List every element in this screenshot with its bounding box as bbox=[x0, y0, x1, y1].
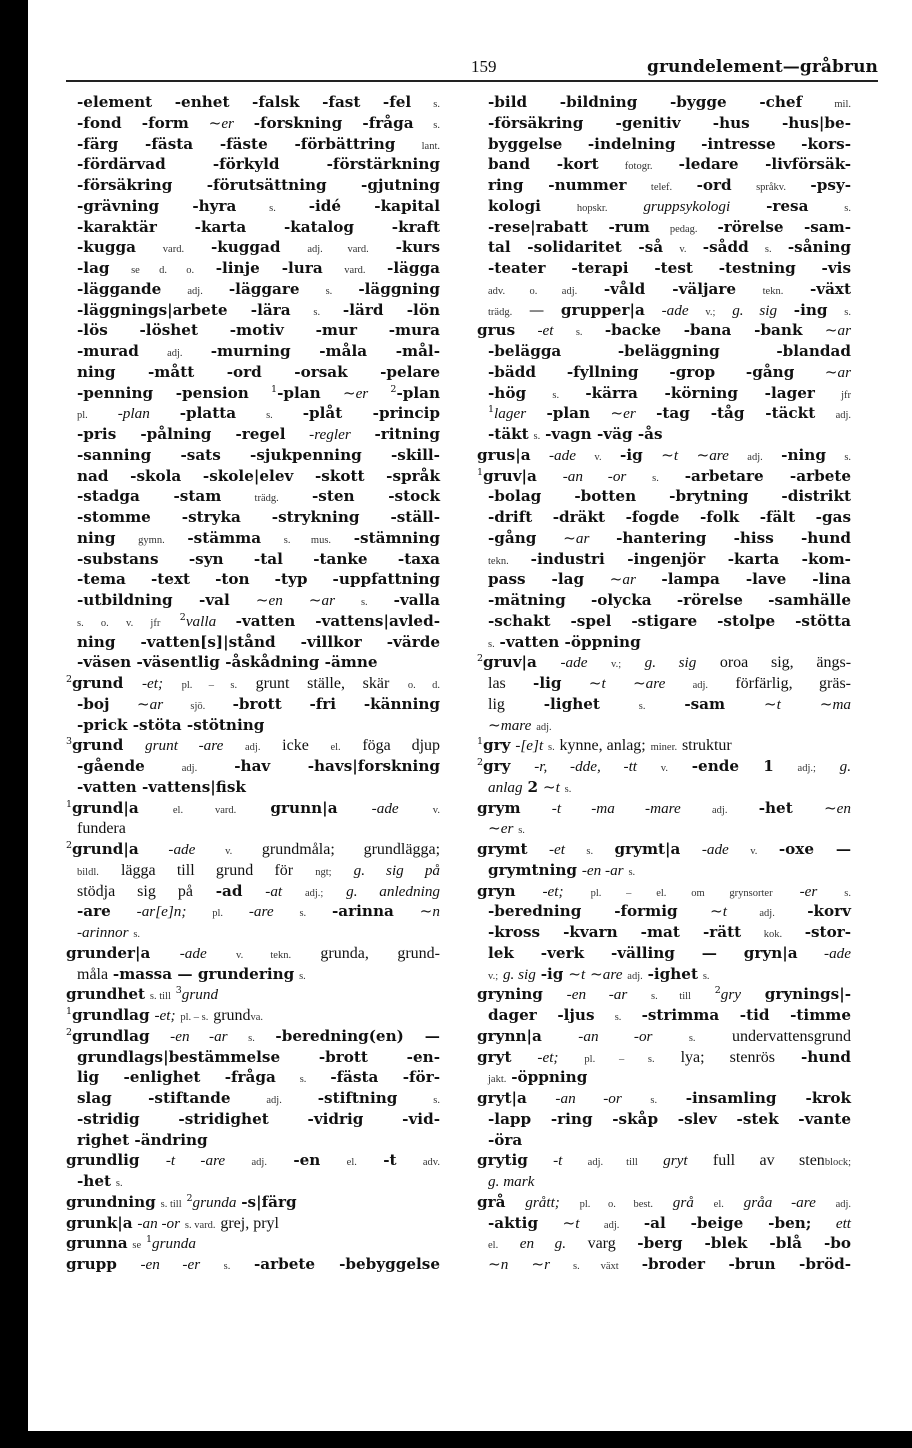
entry-line: ning -mått -ord -orsak -pelare bbox=[77, 362, 440, 381]
entry-line: $^1$lager -plan ~er -tag -tåg -täckt adj. bbox=[488, 404, 852, 423]
entry-line: -prick -stöta -stötning bbox=[77, 715, 265, 734]
entry-line: -kross -kvarn -mat -rätt kok. -stor- bbox=[488, 923, 852, 941]
entry-headword-line: gryn -et; pl. – el. om grynsorter -er s. bbox=[477, 881, 852, 900]
entry-headword-line: grundhet s. till $^3$grund bbox=[66, 985, 219, 1004]
entry-line: -bild -bildning -bygge -chef mil. bbox=[488, 93, 852, 111]
entry-line: -fördärvad -förkyld -förstärkning bbox=[77, 155, 440, 174]
entry-headword-line: $^1$grund|a el. vard. grunn|a -ade v. bbox=[66, 798, 440, 817]
entry-line: -arinnor s. bbox=[77, 924, 141, 941]
entry-line: -teater -terapi -test -testning -vis bbox=[488, 259, 851, 277]
entry-line: byggelse -indelning -intresse -kors- bbox=[488, 134, 851, 153]
entry-line: -boj ~ar sjö. -brott -fri -känning bbox=[77, 694, 441, 713]
entry-line: -vatten -vattens|fisk bbox=[77, 777, 246, 796]
entry-line: las -lig ~t ~are adj. förfärlig, gräs- bbox=[488, 674, 852, 692]
entry-line: -utbildning -val ~en ~ar s. -valla bbox=[77, 591, 441, 609]
entry-line: fundera bbox=[77, 820, 126, 838]
page-number: 159 bbox=[471, 57, 497, 76]
entry-line: nad -skola -skole|elev -skott -språk bbox=[77, 466, 440, 485]
entry-line: s. o. v. jfr $^2$valla -vatten -vattens|avled- bbox=[77, 611, 440, 630]
entry-line: v.; g. sig -ig ~t ~are adj. -ighet s. bbox=[488, 964, 710, 983]
entry-line: s. -vatten -öppning bbox=[488, 632, 641, 651]
entry-line: -läggande adj. -läggare s. -läggning bbox=[77, 279, 440, 298]
entry-headword-line: $^2$grundlag -en -ar s. -beredning(en) — bbox=[66, 1026, 440, 1045]
entry-line: måla -massa — grundering s. bbox=[77, 964, 306, 983]
entry-line: el. en g. varg -berg -blek -blå -bo bbox=[488, 1234, 851, 1253]
entry-headword-line: grunna se $^1$grunda bbox=[66, 1234, 196, 1253]
entry-line: kologi hopskr. gruppsykologi -resa s. bbox=[488, 196, 852, 215]
entry-line: -stridig -stridighet -vidrig -vid- bbox=[77, 1109, 440, 1128]
entry-line: -schakt -spel -stigare -stolpe -stötta bbox=[488, 611, 851, 630]
entry-line: -substans -syn -tal -tanke -taxa bbox=[77, 549, 440, 568]
entry-headword-line: grymt -et s. grymt|a -ade v. -oxe — bbox=[477, 840, 852, 858]
entry-line: grundlags|bestämmelse -brott -en- bbox=[77, 1047, 440, 1066]
entry-line: -karaktär -karta -katalog -kraft bbox=[77, 217, 440, 236]
entry-line: tekn. -industri -ingenjör -karta -kom- bbox=[488, 549, 851, 568]
entry-headword-line: gryt|a -an -or s. -insamling -krok bbox=[477, 1089, 852, 1107]
entry-line: -färg -fästa -fäste -förbättring lant. bbox=[77, 134, 440, 153]
entry-line: -stomme -stryka -strykning -ställ- bbox=[77, 508, 440, 526]
entry-headword-line: grundning s. till $^2$grunda -s|färg bbox=[66, 1192, 297, 1211]
entry-line: -öra bbox=[488, 1130, 523, 1149]
entry-headword-line: gryt -et; pl. – s. lya; stenrös -hund bbox=[477, 1047, 852, 1066]
entry-headword-line: grunder|a -ade v. tekn. grunda, grund- bbox=[66, 943, 441, 962]
entry-line: pl. -plan -platta s. -plåt -princip bbox=[77, 404, 441, 423]
entry-line: stödja sig på -ad -at adj.; g. anledning bbox=[77, 881, 441, 900]
entry-line: -väsen -väsentlig -åskådning -ämne bbox=[77, 653, 378, 672]
entry-headword-line: grunk|a -an -or s. vard. grej, pryl bbox=[66, 1213, 279, 1232]
entry-line: -murad adj. -murning -måla -mål- bbox=[77, 342, 441, 360]
entry-line: pass -lag ~ar -lampa -lave -lina bbox=[488, 570, 851, 589]
entry-line: ~er s. bbox=[488, 819, 525, 838]
entry-headword-line: grynn|a -an -or s. undervattensgrund bbox=[477, 1026, 852, 1045]
entry-headword-line: grus|a -ade v. -ig ~t ~are adj. -ning s. bbox=[477, 445, 852, 464]
entry-line: trädg. — grupper|a -ade v.; g. sig -ing s. bbox=[488, 300, 851, 319]
entry-headword-line: grundlig -t -are adj. -en el. -t adv. bbox=[66, 1151, 440, 1170]
entry-line: -fond -form ~er -forskning -fråga s. bbox=[77, 113, 440, 132]
entry-line: slag -stiftande adj. -stiftning s. bbox=[77, 1089, 440, 1107]
entry-line: grymtning -en -ar s. bbox=[488, 860, 636, 879]
entry-line: -hög s. -kärra -körning -lager jfr bbox=[488, 383, 852, 402]
entry-line: -penning -pension $^1$-plan ~er $^2$-plan bbox=[77, 383, 441, 402]
entry-headword-line: grytig -t adj. till gryt full av stenblock; bbox=[477, 1151, 852, 1170]
entry-line: -element -enhet -falsk -fast -fel s. bbox=[77, 93, 441, 111]
entry-line: dager -ljus s. -strimma -tid -timme bbox=[488, 1006, 852, 1024]
entry-line: -aktig ~t adj. -al -beige -ben; ett bbox=[488, 1213, 852, 1232]
page-header bbox=[66, 55, 878, 83]
entry-line: tal -solidaritet -så v. -sådd s. -såning bbox=[488, 238, 852, 257]
entry-line: -täkt s. -vagn -väg -ås bbox=[488, 425, 663, 443]
entry-headword-line: $^2$gry -r, -dde, -tt v. -ende 1 adj.; g. bbox=[477, 757, 852, 775]
entry-line: -het s. bbox=[77, 1172, 123, 1190]
entry-headword-line: grym -t -ma -mare adj. -het ~en bbox=[477, 798, 852, 817]
entry-line: lig -lighet s. -sam ~t ~ma bbox=[488, 694, 852, 713]
entry-line: -drift -dräkt -fogde -folk -fält -gas bbox=[488, 508, 851, 526]
entry-line: ning -vatten[s]|stånd -villkor -värde bbox=[77, 632, 440, 651]
entry-line: bildl. lägga till grund för ngt; g. sig på bbox=[77, 861, 441, 879]
entry-line: -lapp -ring -skåp -slev -stek -vante bbox=[488, 1109, 851, 1128]
entry-line: adv. o. adj. -våld -väljare tekn. -växt bbox=[488, 279, 851, 298]
right-column bbox=[477, 92, 851, 1275]
entry-line: -sanning -sats -sjukpenning -skill- bbox=[77, 445, 440, 464]
entry-headword-line: $^1$grundlag -et; pl. – s. grundva. bbox=[66, 1006, 264, 1024]
entry-line: g. mark bbox=[488, 1173, 535, 1190]
entry-line: -kugga vard. -kuggad adj. vard. -kurs bbox=[77, 238, 440, 257]
entry-line: -bädd -fyllning -grop -gång ~ar bbox=[488, 362, 851, 381]
entry-line: -lös -löshet -motiv -mur -mura bbox=[77, 321, 440, 340]
entry-line: -gående adj. -hav -havs|forskning bbox=[77, 757, 440, 775]
entry-line: -bolag -botten -brytning -distrikt bbox=[488, 487, 851, 506]
entry-headword-line: grupp -en -er s. -arbete -bebyggelse bbox=[66, 1255, 440, 1273]
entry-headword-line: $^1$gruv|a -an -or s. -arbetare -arbete bbox=[477, 466, 852, 485]
entry-line: band -kort fotogr. -ledare -livförsäk- bbox=[488, 155, 852, 174]
left-column bbox=[66, 92, 440, 1275]
entry-line: -lag se d. o. -linje -lura vard. -lägga bbox=[77, 259, 441, 277]
entry-line: -rese|rabatt -rum pedag. -rörelse -sam- bbox=[488, 217, 852, 236]
running-head: grundelement—gråbrun bbox=[647, 57, 878, 77]
entry-headword-line: grus -et s. -backe -bana -bank ~ar bbox=[477, 321, 851, 340]
entry-line: -försäkring -genitiv -hus -hus|be- bbox=[488, 113, 851, 132]
entry-line: righet -ändring bbox=[77, 1130, 208, 1149]
entry-headword-line: grå grått; pl. o. best. grå el. gråa -are adj. bbox=[477, 1192, 852, 1211]
entry-line: ning gymn. -stämma s. mus. -stämning bbox=[77, 528, 440, 547]
entry-line: -tema -text -ton -typ -uppfattning bbox=[77, 570, 440, 589]
entry-line: -grävning -hyra s. -idé -kapital bbox=[77, 196, 440, 215]
entry-headword-line: $^1$gry -[e]t s. kynne, anlag; miner. struktur bbox=[477, 736, 732, 755]
entry-line: -are -ar[e]n; pl. -are s. -arinna ~n bbox=[77, 902, 440, 921]
dictionary-page bbox=[28, 0, 912, 1431]
entry-line: -beredning -formig ~t adj. -korv bbox=[488, 902, 852, 921]
entry-headword-line: $^2$grund -et; pl. – s. grunt ställe, skär o. d. bbox=[66, 674, 441, 692]
entry-line: -läggnings|arbete -lära s. -lärd -lön bbox=[77, 300, 440, 319]
entry-line: ~n ~r s. växt -broder -brun -bröd- bbox=[488, 1255, 852, 1273]
entry-headword-line: $^3$grund grunt -are adj. icke el. föga djup bbox=[66, 736, 441, 755]
entry-line: -stadga -stam trädg. -sten -stock bbox=[77, 487, 441, 506]
entry-line: lek -verk -välling — gryn|a -ade bbox=[488, 943, 852, 962]
entry-line: lig -enlighet -fråga s. -fästa -för- bbox=[77, 1068, 440, 1087]
entry-line: -mätning -olycka -rörelse -samhälle bbox=[488, 591, 851, 609]
entry-line: -pris -pålning -regel -regler -ritning bbox=[77, 425, 441, 443]
entry-line: -belägga -beläggning -blandad bbox=[488, 342, 851, 360]
entry-line: -försäkring -förutsättning -gjutning bbox=[77, 176, 440, 194]
entry-line: -gång ~ar -hantering -hiss -hund bbox=[488, 528, 851, 547]
header-rule bbox=[66, 80, 878, 82]
entry-line: anlag 2 ~t s. bbox=[488, 777, 572, 796]
entry-line: ring -nummer telef. -ord språkv. -psy- bbox=[488, 176, 852, 194]
entry-headword-line: $^2$grund|a -ade v. grundmåla; grundlägga; bbox=[66, 840, 441, 858]
entry-line: jakt. -öppning bbox=[488, 1068, 588, 1087]
entry-headword-line: gryning -en -ar s. till $^2$gry grynings|- bbox=[477, 985, 852, 1004]
entry-line: ~mare adj. bbox=[488, 715, 552, 734]
entry-headword-line: $^2$gruv|a -ade v.; g. sig oroa sig, ängs- bbox=[477, 653, 852, 672]
